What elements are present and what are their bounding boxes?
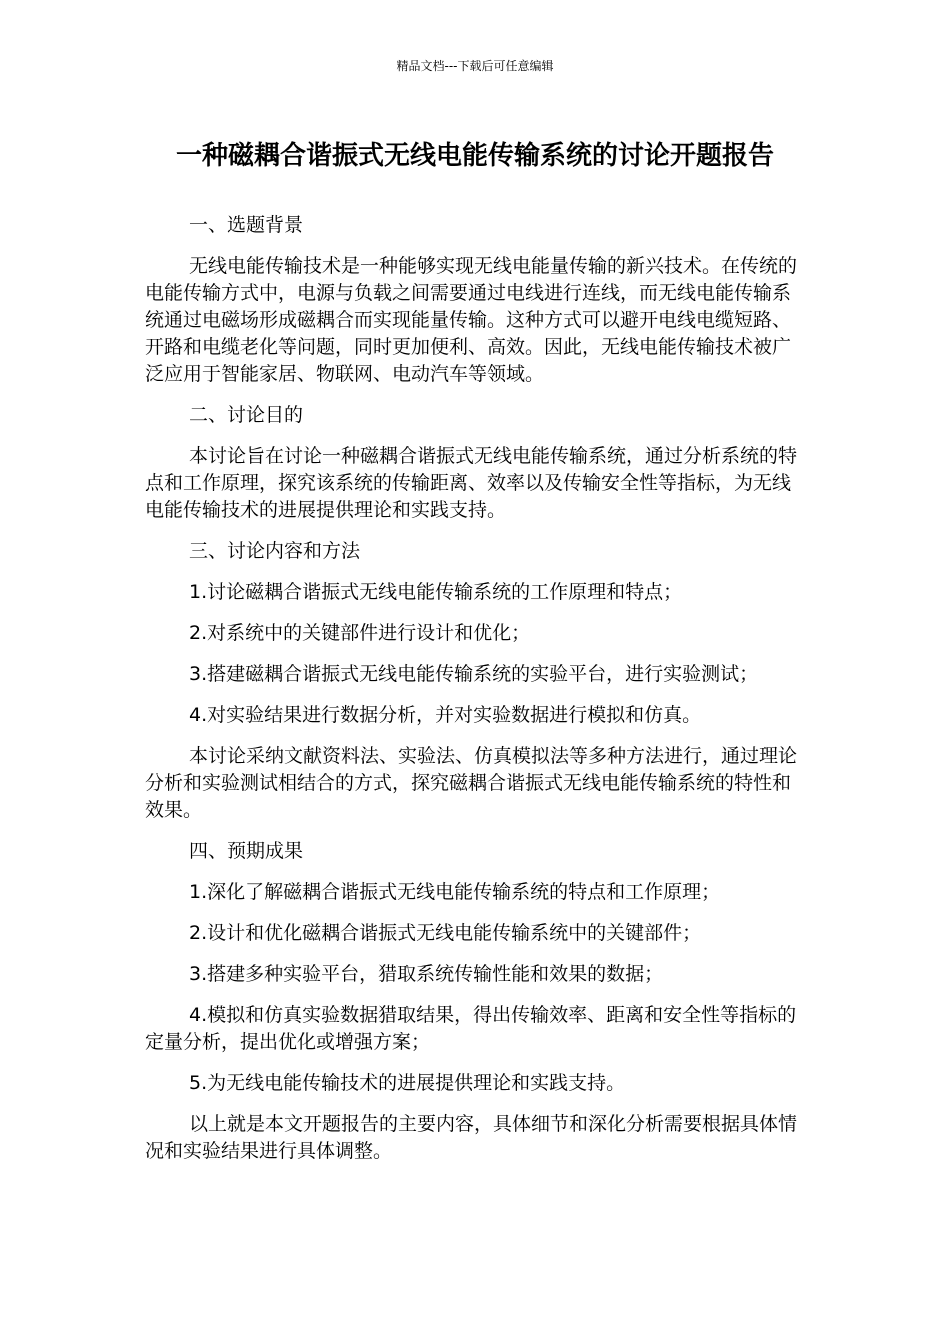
document-body <box>145 212 805 1179</box>
purpose-paragraph: 本讨论旨在讨论一种磁耦合谐振式无线电能传输系统，通过分析系统的特点和工作原理，探究该系统的传输距离、效率以及传输安全性等指标，为无线电能传输技术的进展提供理论和实践支持。 <box>145 445 798 521</box>
result-item-2: 2.设计和优化磁耦合谐振式无线电能传输系统中的关键部件； <box>189 922 702 944</box>
content-item-3: 3.搭建磁耦合谐振式无线电能传输系统的实验平台，进行实验测试； <box>189 663 759 685</box>
section-heading-expected-results: 四、预期成果 <box>189 840 304 862</box>
section-heading-background: 一、选题背景 <box>189 214 304 236</box>
content-item-1: 1.讨论磁耦合谐振式无线电能传输系统的工作原理和特点； <box>189 581 683 603</box>
result-item-1: 1.深化了解磁耦合谐振式无线电能传输系统的特点和工作原理； <box>189 881 721 903</box>
background-paragraph: 无线电能传输技术是一种能够实现无线电能量传输的新兴技术。在传统的电能传输方式中，电源与负载之间需要通过电线进行连线，而无线电能传输系统通过电磁场形成磁耦合而实现能量传输。这种方式可以避开电线电缆短路、开路和电缆老化等问题，同时更加便利、高效。因此，无线电能传输技术被广泛应用于智能家居、物联网、电动汽车等领域。 <box>145 255 798 385</box>
document-title: 一种磁耦合谐振式无线电能传输系统的讨论开题报告 <box>175 141 774 171</box>
result-item-5: 5.为无线电能传输技术的进展提供理论和实践支持。 <box>189 1072 626 1094</box>
conclusion-paragraph: 以上就是本文开题报告的主要内容，具体细节和深化分析需要根据具体情况和实验结果进行具体调整。 <box>145 1113 798 1162</box>
result-item-4: 4.模拟和仿真实验数据猎取结果，得出传输效率、距离和安全性等指标的定量分析，提出优化或增强方案； <box>145 1004 797 1053</box>
methods-paragraph: 本讨论采纳文献资料法、实验法、仿真模拟法等多种方法进行，通过理论分析和实验测试相结合的方式，探究磁耦合谐振式无线电能传输系统的特性和效果。 <box>145 745 798 821</box>
section-heading-purpose: 二、讨论目的 <box>189 404 304 426</box>
content-item-2: 2.对系统中的关键部件进行设计和优化； <box>189 622 531 644</box>
result-item-3: 3.搭建多种实验平台，猎取系统传输性能和效果的数据； <box>189 963 664 985</box>
section-heading-content-methods: 三、讨论内容和方法 <box>189 540 361 562</box>
page-header-watermark: 精品文档---下载后可任意编辑 <box>396 59 554 73</box>
content-item-4: 4.对实验结果进行数据分析，并对实验数据进行模拟和仿真。 <box>189 704 702 726</box>
